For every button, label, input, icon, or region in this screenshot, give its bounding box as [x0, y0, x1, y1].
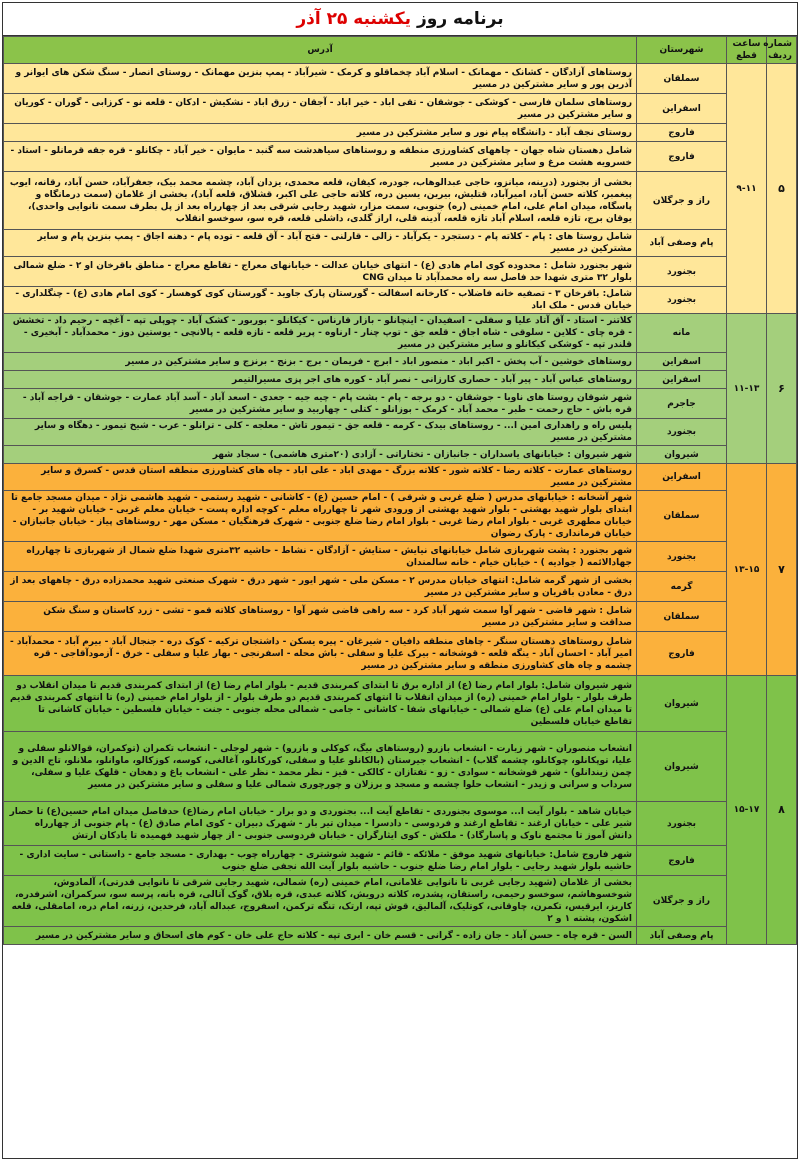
city-name: سملقان: [637, 602, 727, 632]
title-prefix: برنامه روز: [417, 9, 504, 29]
table-row: [4, 124, 797, 142]
address-text: بخشی از بجنورد (درینه، میانزو، حاجی عبدالوهاب، جودره، کیفان، قلعه محمدی، یزدان آباد، چشمه محمد بیک، جعفرآباد، حسن آباد، رقانه، ایوب پیغمبر، کلاته حسن آباد، امیرآباد، قتلیش، بیرین، یسین دره، کلاته حاجی علی اکبر، قشلاق، قلعه آباد)، بخشی از غلامان (سمت درمانگاه و پاسگاه، میدان امام علی، امام خمینی (ره) جنوبی، سمت مزار، شهید رجایی شرقی بعد از چهارراه بعد از پل بطرف سمت نانوایی واحدی)، یوقان برج، تازه قلعه، اسلام آباد تازه قلعه، آدینه قلی، اراز گلدی، داشلی قلعه، قره سو، سوخسو انقلاب: [4, 172, 637, 230]
table-row: [4, 94, 797, 124]
outage-time: ۱۱-۱۳: [727, 314, 767, 464]
table-row: [4, 172, 797, 230]
table-row: [4, 230, 797, 257]
table-row: [4, 676, 797, 732]
address-text: شهر شیروان : خیابانهای یاسداران - جانبازان - تختاراتی - آزادی (۲۰متری هاشمی) - سجاد شهر: [4, 446, 637, 464]
city-name: شیروان: [637, 732, 727, 802]
outage-time: ۱۵-۱۷: [727, 676, 767, 945]
table-row: [4, 142, 797, 172]
city-name: بجنورد: [637, 419, 727, 446]
address-text: شامل دهستان شاه جهان - چاههای کشاورزی منطقه و روستاهای سیاهدشت سه گنبد - مایوان - خیر آباد - چکانلو - قره جقه قرمانلو - استاد - خسرویه هشت مرغ و سایر مشترکین در مسیر: [4, 142, 637, 172]
address-text: شهر آشخانه : خیابانهای مدرس ( ضلع غربی و شرقی ) - امام حسین (ع) - کاشانی - شهید رستمی - شهید هاشمی نژاد - میدان مسجد جامع تا ابتدای بلوار شهید بهشتی - بلوار شهید بهشتی از ورودی شهر تا چهارراه معلم - کوچه اداره پست - خیابان معلم غربی - خیابان شهید بر - خیابان مطهری غربی - بلوار امام رضا غربی - بلوار امام رضا ضلع جنوبی - شهرک فرهنگیان - مسکن مهر - روستاهای پیاز - خیابان جانبازان - خیابان فرمانداری - پارک رضوان: [4, 491, 637, 542]
table-row: [4, 802, 797, 846]
outage-schedule-page: [2, 2, 798, 1159]
page-title: [3, 3, 797, 36]
city-name: فاروج: [637, 142, 727, 172]
address-text: پلیس راه و راهداری امین ا... - روستاهای بیدک - کرمه - قلعه جق - تیمور تاش - معلجه - کلی - ترانلو - عرب - شیخ تیمور - دهگاه و سایر مشترکین در مسیر: [4, 419, 637, 446]
address-text: شامل روستا های : پام - کلاته پام - دستجرد - یکرآباد - زالی - قارلنی - فتح آباد - آق قلعه - توده پام - دهنه اجاق - پمپ بنزین پام و سایر مشترکین در مسیر: [4, 230, 637, 257]
table-header-row: [4, 37, 797, 64]
table-row: [4, 927, 797, 945]
address-text: بخشی از شهر گرمه شامل: انتهای خیابان مدرس ۲ - مسکن ملی - شهر ایور - شهر درق - شهرک صنعتی شهید محمدزاده درق - چاههای بعد از درق - معادن باقریان و سایر مشترکین در مسیر: [4, 572, 637, 602]
address-text: روستاهای عمارت - کلاته رضا - کلاته شور - کلاته بزرگ - مهدی اباد - علی اباد - چاه های کشاورزی منطقه استان قدس - کسرق و سایر مشترکین در مسیر: [4, 464, 637, 491]
city-name: پام وصفی آباد: [637, 230, 727, 257]
city-name: سملقان: [637, 64, 727, 94]
city-name: بجنورد: [637, 287, 727, 314]
table-row: [4, 602, 797, 632]
address-text: خیابان شاهد - بلوار آیت ا... موسوی بجنوردی - تقاطع آیت ا... بجنوردی و دو برار - خیابان امام رضا(ع) حدفاصل میدان امام حسین(ع) تا حصار شیر علی - خیابان ارغند - تقاطع ارغند و فردوسی - دادسرا - میدان تیر بار - شهرک دبیران - کوی امام صادق (ع) - پام جنوبی از چهارراه دانش آموز تا مجتمع ناوک و پاسارگاد) - ملکش - کوی ایثارگران - خیابان فردوسی جنوبی - از چهار شهید فهمیده تا یادکان ارتش: [4, 802, 637, 846]
row-number: ۷: [767, 464, 797, 676]
city-name: مانه: [637, 314, 727, 353]
table-row: [4, 64, 797, 94]
address-text: انشعاب منصوران - شهر زیارت - انشعاب بازرو (روستاهای بیگ، کوکلی و بازرو) - شهر لوجلی - انشعاب تکمران (توکمران، قوالانلو سفلی و علیا، توپکانلو، چوکانلو، چشمه گلاب) - انشعاب جیرستان (بالکانلو علیا و سفلی، کورکانلو، آغالغی، کوسه، کوزکالو، ماوانلو، ملانلو، تاج الدین و چمن زیندانلو) - شهر قوشخانه - سوادی - زو - تفتازان - کالکی - قیز - نظر محمد - نظر علی - انشعاب یاغ و دهخان - قلهک علیا و سفلی، سرداب و سرانی و زیدر - انشعاب حلوا چشمه و مسجد و برزلان و چورچوری شمالی علیا و سفلی و سایر مشترکین در مسیر: [4, 732, 637, 802]
address-text: روستای نجف آباد - دانشگاه پیام نور و سایر مشترکین در مسیر: [4, 124, 637, 142]
table-row: [4, 464, 797, 491]
table-row: [4, 876, 797, 927]
title-date: یکشنبه ۲۵ آذر: [296, 9, 412, 29]
city-name: راز و جرگلان: [637, 172, 727, 230]
row-number: ۵: [767, 64, 797, 314]
table-row: [4, 542, 797, 572]
table-row: [4, 632, 797, 676]
city-name: شیروان: [637, 446, 727, 464]
table-row: [4, 389, 797, 419]
city-name: اسفراین: [637, 371, 727, 389]
city-name: فاروج: [637, 124, 727, 142]
city-name: سملقان: [637, 491, 727, 542]
table-row: [4, 353, 797, 371]
city-name: فاروج: [637, 632, 727, 676]
table-row: [4, 446, 797, 464]
address-text: شامل: باقرخان ۳ - تصفیه خانه فاضلاب - کارخانه اسفالت - گورستان پارک جاوید - گورستان کوی کوهسار - کوی امام هادی (ع) - چنگلداری - خیابان قدس - ملک اباد: [4, 287, 637, 314]
address-text: شهر شوقان روستا های ناویا - جوشقان - دو برجه - پام - بشت پام - چیه جیه - جعدی - اسعد آباد - آسد آباد عمارت - جوشقان - قراجه آباد - قره باش - حاج رحمت - طبر - محمد آباد - کرمک - بوزانلو - کتلی - چهاربید و سایر مشترکین در مسیر: [4, 389, 637, 419]
table-row: [4, 287, 797, 314]
address-text: روستاهای خوشین - آب پخش - اکبر اباد - منصور اباد - ابرج - فریمان - برج - بزنج - برنزج و سایر مشترکین در مسیر: [4, 353, 637, 371]
table-row: [4, 314, 797, 353]
city-name: شیروان: [637, 676, 727, 732]
city-name: پام وصفی آباد: [637, 927, 727, 945]
header-time: ساعت قطع: [727, 37, 767, 64]
schedule-body: [4, 64, 797, 945]
table-row: [4, 491, 797, 542]
city-name: بجنورد: [637, 802, 727, 846]
address-text: شامل روستاهای دهستان سنگر - چاهای منطقه دافیان - شیرغان - پیره یسکن - داشتجان ترکیه - کوک دره - جنجال آباد - بیرم آباد - محمدآباد - امیر آباد - احسان آباد - ینگه قلعه - قوشخانه - بیرک علیا و سفلی - باش محله - اسفرنجی - بهار علیا و سفلی - خرق - آزمودآقاجی - قره چشمه و چاه های کشاورزی منطقه و سایر مشترکین در مسیر: [4, 632, 637, 676]
address-text: کلاتنر - استاد - آق آتاد علیا و سفلی - اسفیدان - اینچانلو - بازار قارناس - کیکانلو - بوربور - کشک آباد - چوپلی تپه - آغچه - رحیم داد - تخشش - قره چای - کلاین - سلوقی - شاه اجاق - قلعه جق - توپ چنار - ارناوه - پریر قلعه - تازه قلعه - پالانچی - یوستین دوز - محمدآباد - آبخیری - قلندر تپه - کوشکی کیکانلو و سایر مشترکین در مسیر: [4, 314, 637, 353]
city-name: اسفراین: [637, 353, 727, 371]
address-text: روستاهای آزادگان - کشانک - مهمانک - اسلام آباد چخماقلو و کرمک - شیرآباد - پمپ بنزین مهمانک - روستای انصار - سنگ شکن های ایوانر و آذرین پور و سایر مشترکین در مسیر: [4, 64, 637, 94]
city-name: بجنورد: [637, 257, 727, 287]
outage-time: ۱۳-۱۵: [727, 464, 767, 676]
address-text: شهر فاروج شامل: خیابانهای شهید موفق - ملائکه - قائم - شهید شوشتری - چهارراه چوب - بهداری - مسجد جامع - داستانی - سایت اداری - حاشیه بلوار شهید رجایی - بلوار امام رضا ضلع جنوب - حاشیه بلوار آیت الله نجفی ضلع جنوب: [4, 846, 637, 876]
row-number: ۸: [767, 676, 797, 945]
address-text: شهر بجنورد : پشت شهربازی شامل خیابانهای نیایش - ستایش - آزادگان - نشاط - حاشیه ۳۲متری شهدا ضلع شمال از شهربازی تا چهارراه جهادالائمه ( جوادیه ) - خیابان خیام - خانه سالمندان: [4, 542, 637, 572]
city-name: فاروج: [637, 846, 727, 876]
outage-time: ۹-۱۱: [727, 64, 767, 314]
address-text: روستاهای سلمان فارسی - کوشکی - جوشقان - تقی اباد - خیر اباد - آجقان - زرق اباد - نشکیش - ادکان - قلعه نو - کرزابی - گوران - کوریان و سایر مشترکین در مسیر: [4, 94, 637, 124]
table-row: [4, 846, 797, 876]
city-name: بجنورد: [637, 542, 727, 572]
address-text: السن - قره چاه - حسن آباد - جان زاده - گرانی - قسم خان - ابری تپه - کلاته حاج علی خان - کوم های اسحاق و سایر مشترکین در مسیر: [4, 927, 637, 945]
city-name: گرمه: [637, 572, 727, 602]
address-text: بخشی از غلامان (شهید رجایی غربی تا نانوایی غلامانی، امام خمینی (ره) شمالی، شهید رجایی شرقی تا نانوایی قدرتی)، آلمادوش، شوخسوهاشم، سوخسو رحیمی، راستقان، پشدره، کلاته درویش، کلاته عبدی، قره بلاق، گوک آتالی، قره بانه، پرسه سو، سرکمران، اشرفدره، کاریز، ایرقیس، تکمرن، چاوقانی، کوتلیک، آلمالیق، قوش تپه، ارتک، تنگه ترکمن، اسفروج، عبداله آباد، فرحدین، زرنه، امام دره، امامقلی، قلعه اشکون، پشته ۱ و ۲: [4, 876, 637, 927]
city-name: اسفراین: [637, 464, 727, 491]
table-row: [4, 371, 797, 389]
address-text: شامل : شهر قاضی - شهر آوا سمت شهر آباد کرد - سه راهی قاضی شهر آوا - روستاهای کلاته قمو - تشی - زرد کاستان و سنگ شکن صداقت و سایر مشترکین در مسیر: [4, 602, 637, 632]
header-city: شهرستان: [637, 37, 727, 64]
city-name: اسفراین: [637, 94, 727, 124]
table-row: [4, 732, 797, 802]
table-row: [4, 257, 797, 287]
table-row: [4, 572, 797, 602]
table-row: [4, 419, 797, 446]
schedule-table: [3, 36, 797, 945]
row-number: ۶: [767, 314, 797, 464]
header-row-number: شماره ردیف: [767, 37, 797, 64]
address-text: روستاهای عباس آباد - پیر آباد - حصاری کارزانی - نصر آباد - کوره های اجر پزی مسیرالتیمر: [4, 371, 637, 389]
city-name: جاجرم: [637, 389, 727, 419]
header-address: آدرس: [4, 37, 637, 64]
address-text: شهر بجنورد شامل : محدوده کوی امام هادی (ع) - انتهای خیابان عدالت - خیابانهای معراج - تقاطع معراج - مناطق باقرخان او ۲ - ضلع شمالی بلوار ۳۲ متری شهدا حد فاصل سه راه محمدآباد تا میدان CNG: [4, 257, 637, 287]
address-text: شهر شیروان شامل: بلوار امام رضا (ع) از اداره برق تا ابتدای کمربندی قدیم - بلوار امام رضا (ع) از ابتدای کمربندی قدیم تا میدان انقلاب دو طرف بلوار - بلوار امام خمینی (ره) از میدان انقلاب تا انتهای کمربندی قدیم دو طرف بلوار - از بلوار امام خمینی (ره) تا انتهای کمربندی قدیم تا میدان امام علی (ع) ضلع شمالی - خیابانهای شفا - کاشانی - جامی - شمالی محله جنوبی - جنت - خیابان فلسطین - خیابان کاشانی تا تقاطع خیابان فلسطین: [4, 676, 637, 732]
city-name: راز و جرگلان: [637, 876, 727, 927]
